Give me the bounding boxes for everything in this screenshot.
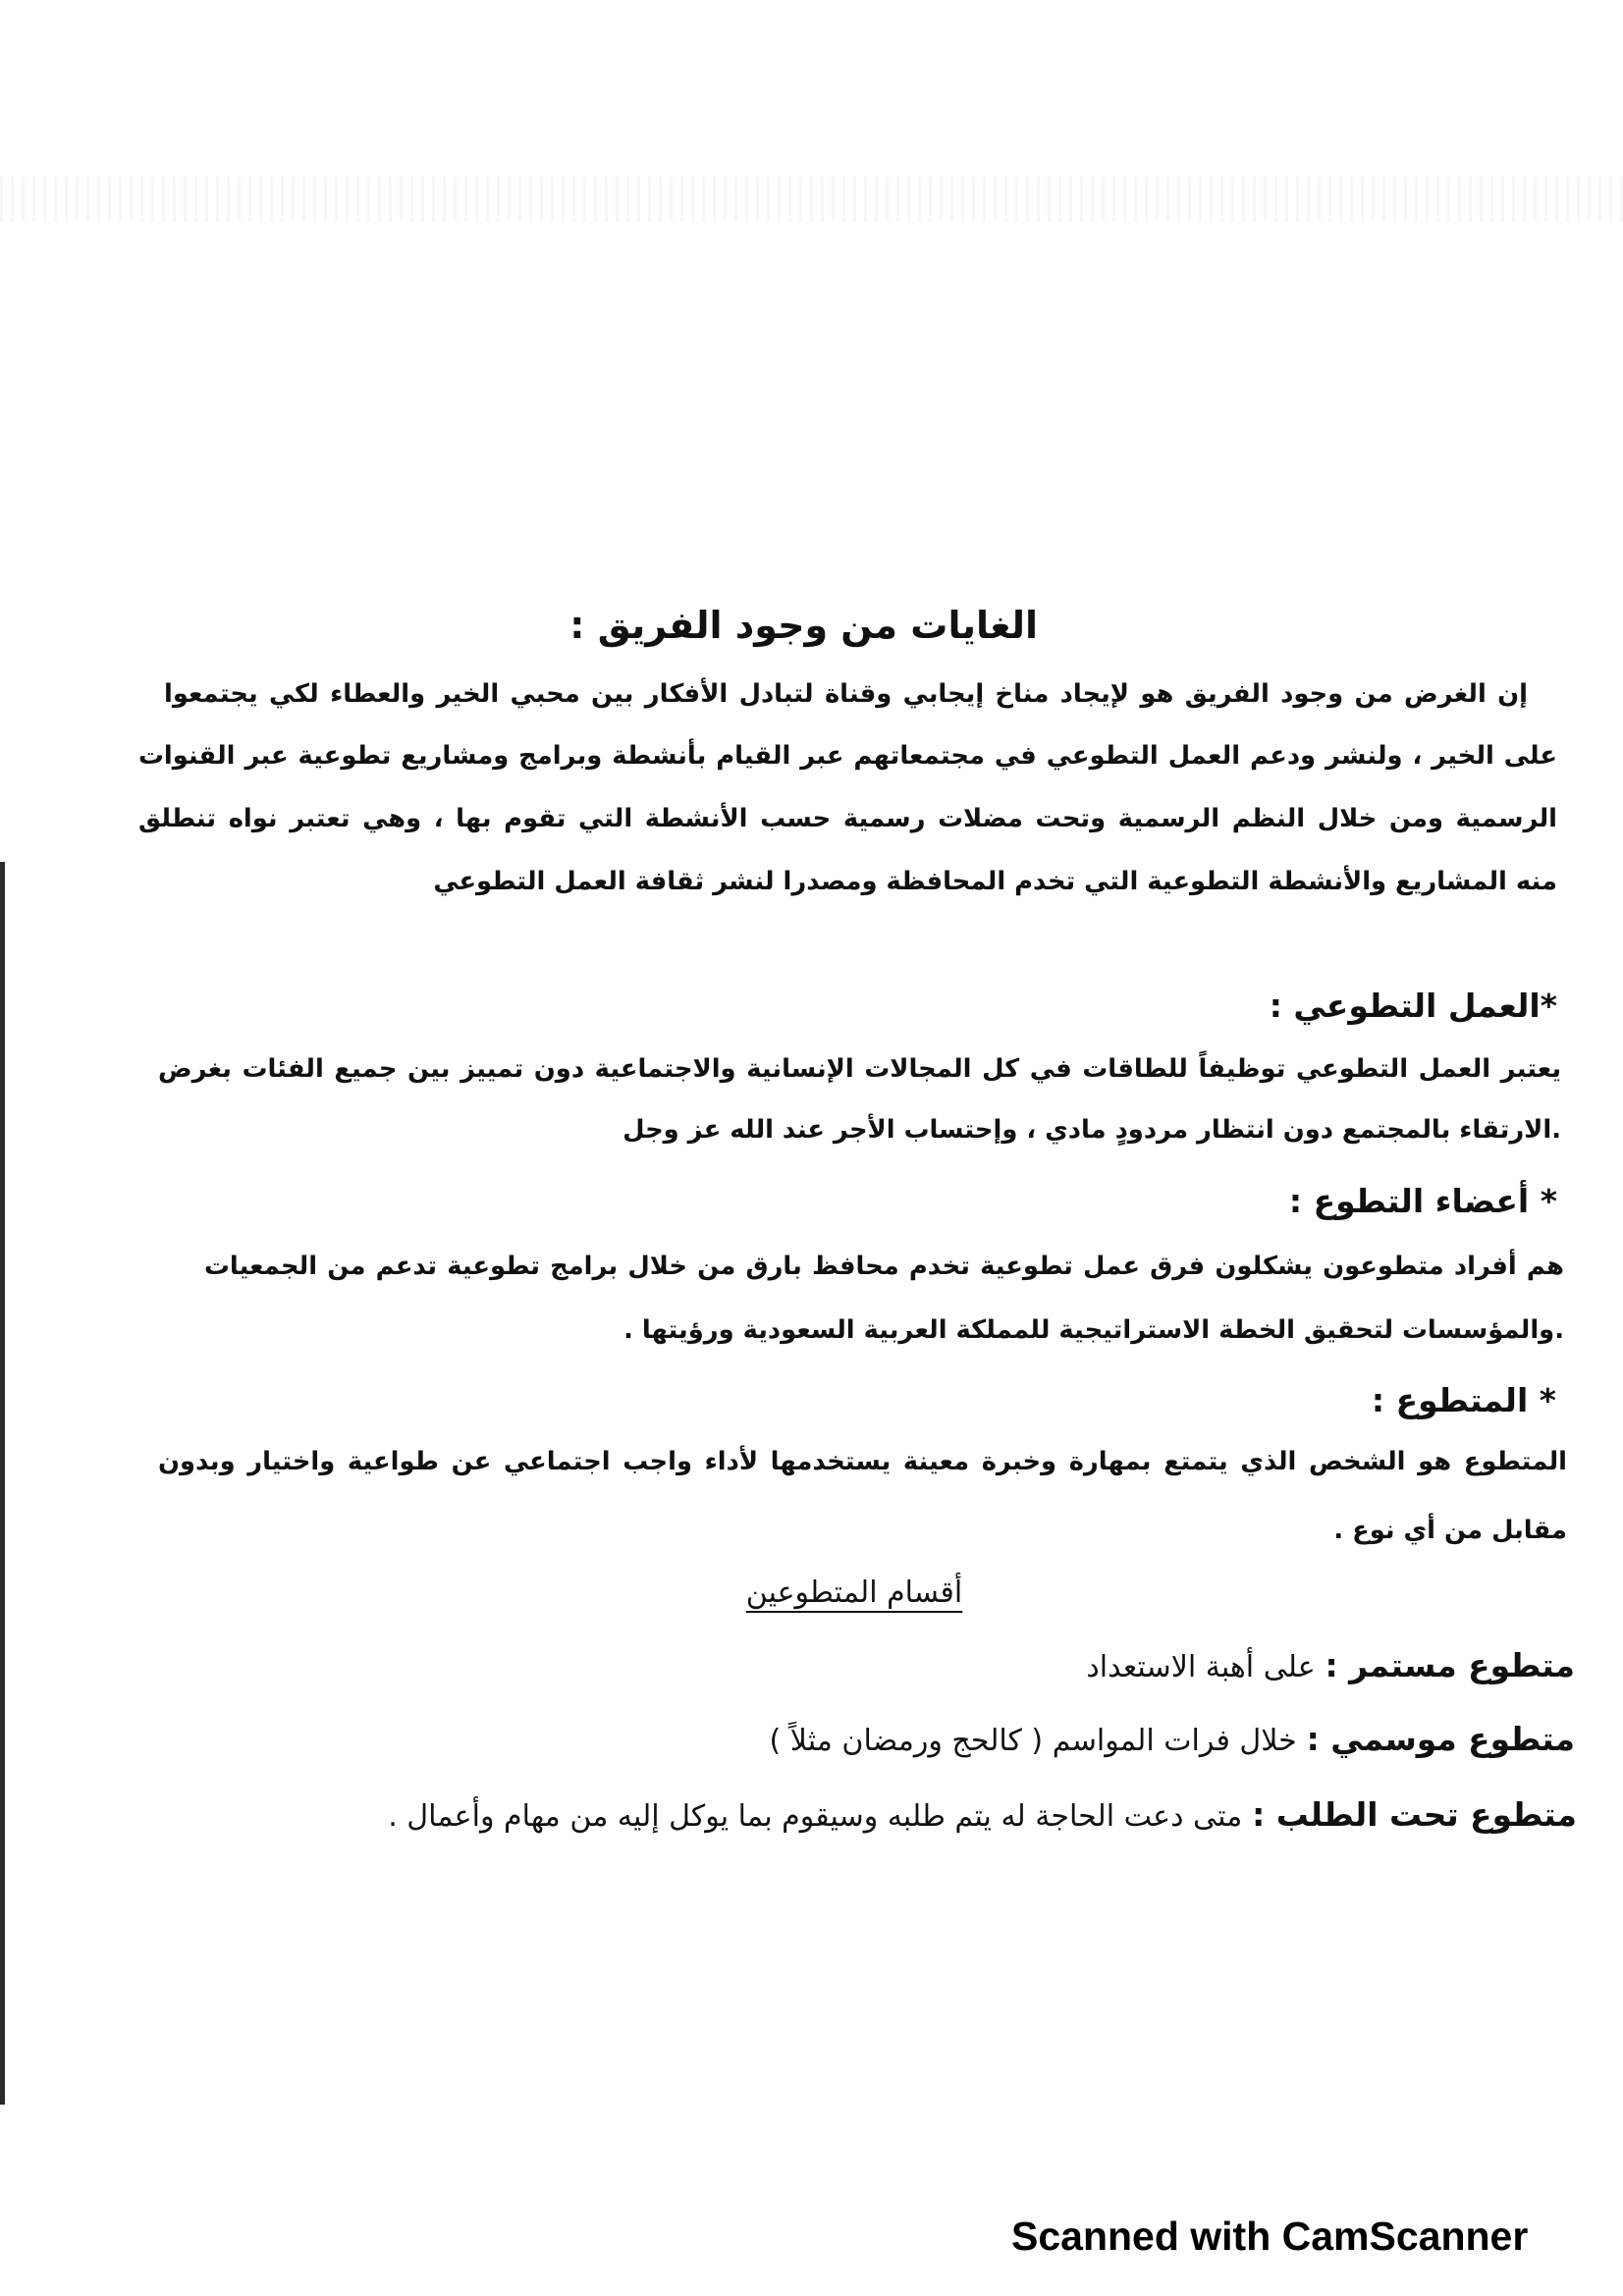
- document-title: الغايات من وجود الفريق :: [569, 604, 1038, 647]
- item-label: متطوع تحت الطلب :: [1252, 1795, 1577, 1834]
- paragraph-line: مقابل من أي نوع .: [1333, 1516, 1567, 1545]
- paragraph-line: الرسمية ومن خلال النظم الرسمية وتحت مضلات رسمية حسب الأنشطة التي تقوم بها ، وهي تعتبر نواه تنطلق: [138, 804, 1557, 833]
- volunteer-types-heading: أقسام المتطوعين: [745, 1575, 963, 1610]
- list-item: [138, 1718, 1575, 1761]
- paragraph-line: .والمؤسسات لتحقيق الخطة الاستراتيجية للمملكة العربية السعودية ورؤيتها .: [623, 1315, 1564, 1345]
- paragraph-line: إن الغرض من وجود الفريق هو لإيجاد مناخ إيجابي وقناة لتبادل الأفكار بين محبي الخير والعطاء لكي يجتمعوا: [164, 679, 1528, 709]
- paragraph-line: المتطوع هو الشخص الذي يتمتع بمهارة وخبرة معينة يستخدمها لأداء واجب اجتماعي عن طواعية واختيار وبدون: [158, 1447, 1567, 1476]
- item-text: خلال فرات المواسم ( كالحج ورمضان مثلاً ): [769, 1724, 1297, 1758]
- list-item: [138, 1793, 1577, 1837]
- list-item: [138, 1644, 1575, 1687]
- section-heading: * أعضاء التطوع :: [1288, 1182, 1557, 1220]
- paragraph-line: هم أفراد متطوعون يشكلون فرق عمل تطوعية تخدم محافظ بارق من خلال برامج تطوعية تدعم من الجمعيات: [204, 1252, 1564, 1281]
- paragraph-line: منه المشاريع والأنشطة التطوعية التي تخدم المحافظة ومصدرا لنشر ثقافة العمل التطوعي: [433, 867, 1557, 896]
- paragraph-line: يعتبر العمل التطوعي توظيفاً للطاقات في كل المجالات الإنسانية والاجتماعية دون تمييز بين جميع الفئات بغرض: [158, 1054, 1561, 1084]
- item-label: متطوع مستمر :: [1325, 1646, 1575, 1684]
- item-text: متى دعت الحاجة له يتم طلبه وسيقوم بما يوكل إليه من مهام وأعمال .: [388, 1799, 1243, 1834]
- item-label: متطوع موسمي :: [1306, 1720, 1575, 1758]
- scan-left-edge: [0, 862, 5, 2105]
- scanner-watermark: Scanned with CamScanner: [1011, 2214, 1529, 2259]
- item-text: على أهبة الاستعداد: [1086, 1650, 1316, 1684]
- section-heading: * المتطوع :: [1371, 1381, 1556, 1419]
- paragraph-line: .الارتقاء بالمجتمع دون انتظار مردودٍ مادي ، وإحتساب الأجر عند الله عز وجل: [622, 1115, 1561, 1145]
- section-heading: *العمل التطوعي :: [1269, 987, 1557, 1025]
- scan-noise-band: [0, 177, 1623, 222]
- paragraph-line: على الخير ، ولنشر ودعم العمل التطوعي في مجتمعاتهم عبر القيام بأنشطة وبرامج ومشاريع تطوعية عبر القنوات: [138, 741, 1557, 771]
